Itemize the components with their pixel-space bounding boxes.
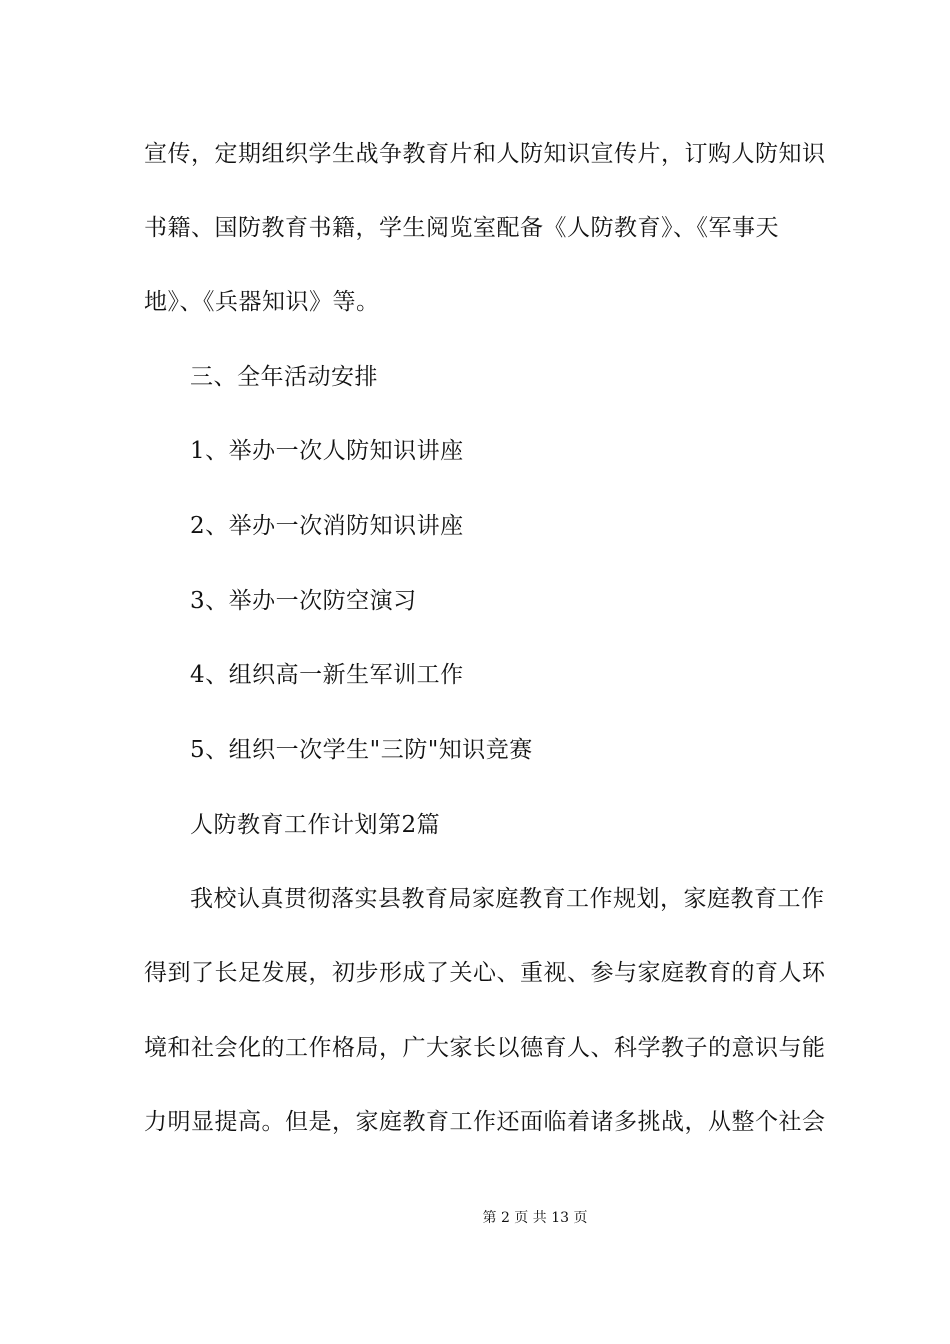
paragraph-line: 我校认真贯彻落实县教育局家庭教育工作规划，家庭教育工作: [190, 886, 825, 912]
article-title: 人防教育工作计划第2篇: [190, 812, 441, 838]
paragraph-line: 地》、《兵器知识》等。: [144, 289, 380, 315]
list-item: 4、组织高一新生军训工作: [190, 662, 464, 688]
list-item: 1、举办一次人防知识讲座: [190, 438, 464, 464]
list-item: 5、组织一次学生"三防"知识竞赛: [190, 737, 533, 763]
paragraph-line: 得到了长足发展，初步形成了关心、重视、参与家庭教育的育人环: [144, 960, 826, 986]
paragraph-line: 书籍、国防教育书籍，学生阅览室配备《人防教育》、《军事天: [144, 215, 779, 241]
paragraph-line: 境和社会化的工作格局，广大家长以德育人、科学教子的意识与能: [144, 1035, 826, 1061]
page-footer: 第 2 页 共 13 页: [482, 1210, 588, 1226]
section-heading: 三、全年活动安排: [190, 364, 378, 390]
paragraph-line: 力明显提高。但是，家庭教育工作还面临着诸多挑战，从整个社会: [144, 1109, 826, 1135]
list-item: 3、举办一次防空演习: [190, 588, 417, 614]
paragraph-line: 宣传，定期组织学生战争教育片和人防知识宣传片，订购人防知识: [144, 141, 826, 167]
list-item: 2、举办一次消防知识讲座: [190, 513, 464, 539]
